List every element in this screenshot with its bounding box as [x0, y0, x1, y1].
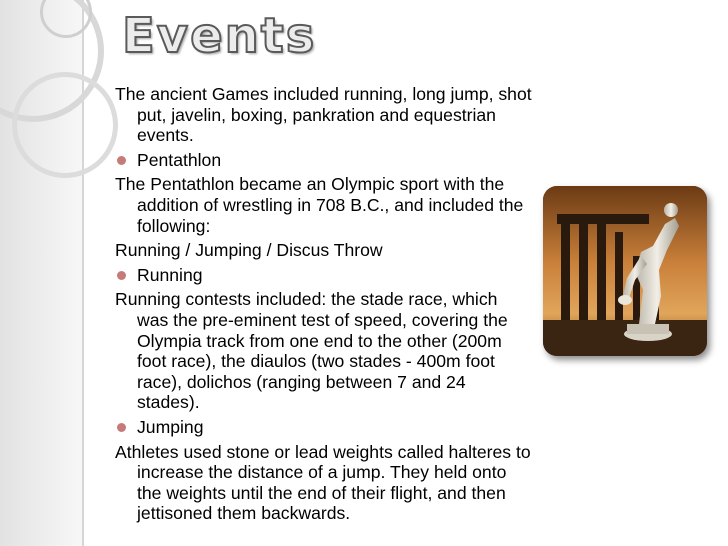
discus-thrower-image	[543, 186, 707, 356]
decorative-ring-medium	[12, 72, 118, 178]
bullet-running: Running	[115, 265, 533, 286]
ground	[543, 320, 707, 356]
paragraph-ancient-games: The ancient Games included running, long jump, shot put, javelin, boxing, pankration and equestrian events.	[115, 84, 532, 146]
discus-thrower-photo	[543, 186, 707, 356]
paragraph-running: Running contests included: the stade race, which was the pre-eminent test of speed, covering the Olympia track from one end to the other (200m foot race), the diaulos (two stades - 400m foot race), dolichos (ranging between 7 and 24 stades).	[115, 289, 508, 413]
slide-body	[115, 84, 533, 528]
paragraph-jumping: Athletes used stone or lead weights called halteres to increase the distance of a jump. They held onto the weights until the end of their flight, and then jettisoned them backwards.	[115, 441, 531, 524]
paragraph-pentathlon-events: Running / Jumping / Discus Throw	[115, 240, 383, 261]
paragraph-pentathlon: The Pentathlon became an Olympic sport with the addition of wrestling in 708 B.C., and included the following:	[115, 174, 524, 236]
bullet-pentathlon: Pentathlon	[115, 150, 533, 171]
bullet-jumping: Jumping	[115, 417, 533, 438]
slide-title: Events	[122, 8, 317, 64]
